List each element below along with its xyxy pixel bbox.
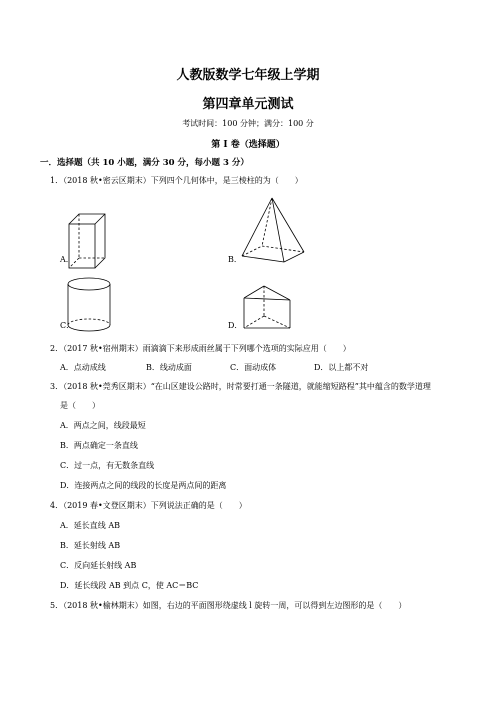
q4-option-c: C．反向延长射线 AB (60, 561, 137, 570)
section-heading: 第 I 卷（选择题） (211, 140, 285, 150)
question-3-stem-line2: 是（ ） (60, 401, 100, 410)
question-5-stem: 5．（2018 秋•榆林期末）如图，右边的平面图形绕虚线 l 旋转一周，可以得到左边图形的是（ ） (50, 601, 407, 610)
q1-option-b-label: B． (228, 255, 242, 264)
q4-option-b: B．延长射线 AB (60, 541, 121, 550)
q3-option-a: A．两点之间，线段最短 (60, 421, 146, 430)
q2-option-c: C．面动成体 (230, 363, 277, 372)
q1-option-a-label: A． (60, 255, 74, 264)
document-title: 人教版数学七年级上学期 (176, 68, 320, 83)
q3-option-b: B．两点确定一条直线 (60, 441, 138, 450)
document-subtitle: 第四章单元测试 (202, 97, 294, 112)
q2-option-b: B．线动成面 (146, 363, 192, 372)
q2-option-d: D．以上都不对 (314, 363, 369, 372)
question-2-stem: 2．（2017 秋•宿州期末）雨滴滴下来形成雨丝属于下列哪个选项的实际应用（ ） (50, 344, 351, 353)
q1-option-c-label: C． (60, 321, 75, 330)
question-3-stem-line1: 3．（2018 秋•莞秀区期末）“在山区建设公路时，时常要打通一条隧道，就能缩短路程”其中蕴含的数学道理 (50, 382, 431, 391)
part-one-heading: 一．选择题（共 10 小题，满分 30 分，每小题 3 分） (40, 158, 249, 168)
cylinder-icon (66, 276, 112, 334)
exam-info: 考试时间：100 分钟；满分：100 分 (182, 119, 314, 128)
q4-option-d: D．延长线段 AB 到点 C，使 AC＝BC (60, 581, 199, 590)
q1-option-d-label: D． (228, 321, 243, 330)
q4-option-a: A．延长直线 AB (60, 521, 120, 530)
q3-option-c: C．过一点，有无数条直线 (60, 461, 155, 470)
question-1-stem: 1．（2018 秋•密云区期末）下列四个几何体中，是三棱柱的为（ ） (50, 176, 303, 185)
triangular-prism-icon (238, 284, 292, 332)
rectangular-prism-icon (68, 212, 108, 270)
question-4-stem: 4．（2019 春•文登区期末）下列说法正确的是（ ） (50, 501, 247, 510)
q3-option-d: D．连接两点之间的线段的长度是两点间的距离 (60, 481, 227, 490)
q2-option-a: A．点动成线 (60, 363, 106, 372)
square-pyramid-icon (238, 196, 308, 268)
